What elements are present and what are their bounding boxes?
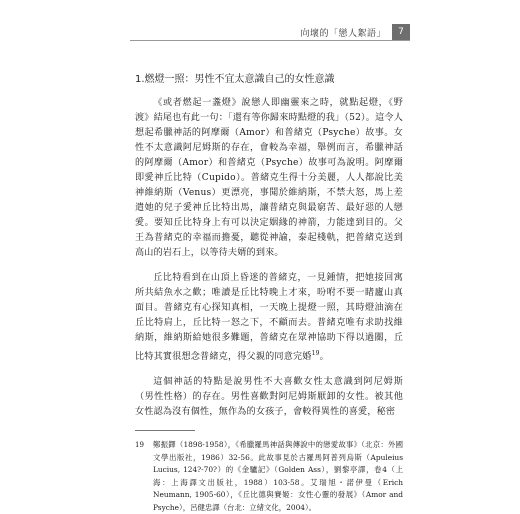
paragraph: 丘比特看到在山頂上昏迷的普緒克，一見鍾情，把她接回寓所共結魚水之歡；唯讀是丘比特晚上才來，吩咐不要一睹廬山真面目。普緒克有心探知真相，一天晚上提燈一照，其時燈油滴在丘比特肩上，丘比特一怒之下，不顧而去。普緒克唯有求助找維納斯，維納斯給她很多難題，普緒克在眾神協助下得以過關，丘比特其實很想念普緒克，得父親的同意完婚$^{19}$。 bbox=[135, 273, 403, 363]
paragraph-text: 丘比特看到在山頂上昏迷的普緒克，一見鍾情，把她接回寓所共結魚水之歡；唯讀是丘比特晚上才來，吩咐不要一睹廬山真面目。普緒克有心探知真相，一天晚上提燈一照，其時燈油滴在丘比特肩上，丘比特一怒之下，不顧而去。普緒克唯有求助找維納斯，維納斯給她很多難題，普緒克在眾神協助下得以過關，丘比特其實很想念普緒克，得父親的同意完婚 bbox=[135, 273, 403, 363]
running-header bbox=[130, 26, 410, 40]
footnote-text: 鄭振鐸（1898-1958），《希臘羅馬神話與傳說中的戀愛故事》（北京：外國文學出版社，1986）32-56。此故事見於古羅馬阿普列烏斯（Apuleius Lucius, 124?-70?）的《金驢記》（Golden Ass），劉黎亭譯，卷4（上海：上海譯文出版社，1988）103-58。艾瑞旭・諾伊曼（Erich Neumann, 1905-60），《丘比德與賽姬：女性心靈的發展》（Amor and Psyche），呂健忠譯（台北：立緒文化，2004）。 bbox=[153, 440, 403, 512]
footnote-rule bbox=[135, 430, 195, 431]
running-header-title: 向壞的「戀人絮語」 bbox=[300, 29, 386, 39]
paragraph: 這個神話的特點是說男性不大喜歡女性太意識到阿尼姆斯（男性性格）的存在。男性喜歡對阿尼姆斯厭卸的女性。被其他女性認為沒有個性，無作為的女孩子，會較得異性的喜愛，秘密 bbox=[135, 377, 403, 418]
footnote bbox=[135, 439, 403, 514]
footnote-mark: 19 bbox=[135, 441, 144, 450]
page-body bbox=[135, 70, 403, 514]
paragraph: 《或者燃起一盞燈》說戀人即幽靈來之時，就點起燈，《野渡》結尾也有此一句：「還有等你歸來時點燈的我」（52）。這令人想起希臘神話的阿摩爾（Amor）和普緒克（Psyche）故事。女性不太意識阿尼姆斯的存在，會較為幸福，舉例而言，希臘神話的阿摩爾（Amor）和普緒克（Psyche）故事可為說明。阿摩爾即愛神丘比特（Cupido）。普緒克生得十分美麗，人人都說比美神維納斯（Venus）更漂亮，事聞於維納斯，不禁大怒，馬上差遣她的兒子愛神丘比特出馬，讓普緒克與最窮苦、最好惡的人戀愛。要知丘比特身上有可以決定姻緣的神箭，力能達到目的。父王為普緒克的幸福而擔憂，聽從神諭，泰起棧軌，把普緒克送到高山的岩石上，以等待夫婿的到來。 bbox=[135, 98, 403, 258]
header-rule bbox=[130, 40, 410, 41]
page-number: 7 bbox=[392, 24, 410, 40]
footnote-reference: 19 bbox=[311, 350, 320, 357]
section-title: 1.燃燈一照：男性不宜太意識自己的女性意識 bbox=[135, 74, 335, 85]
